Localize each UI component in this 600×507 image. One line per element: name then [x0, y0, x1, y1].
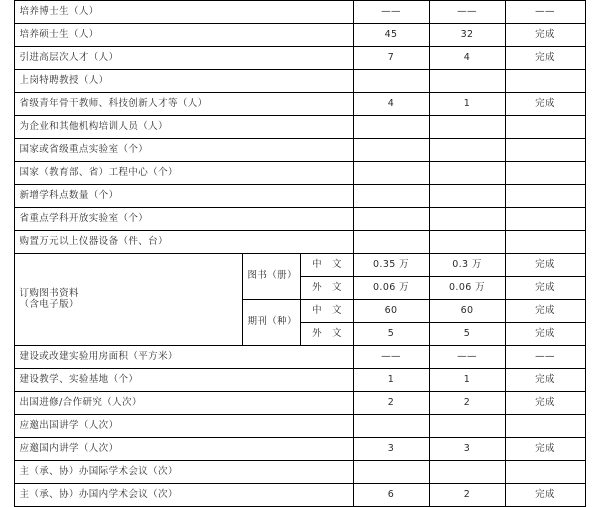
- row-item-label: 省重点学科开放实验室（个）: [15, 208, 353, 231]
- row-plan-value: 7: [353, 47, 429, 70]
- row-plan-value: [353, 70, 429, 93]
- table-row: [15, 392, 585, 415]
- row-actual-value: [429, 461, 505, 484]
- table-row: [15, 415, 585, 438]
- books-language-label: 中 文: [301, 254, 353, 277]
- row-actual-value: [429, 208, 505, 231]
- row-status: 完成: [505, 323, 585, 346]
- row-status: [505, 185, 585, 208]
- table-row: [15, 70, 585, 93]
- row-item-label: 主（承、协）办国际学术会议（次）: [15, 461, 353, 484]
- table-row: [15, 24, 585, 47]
- row-plan-value: 3: [353, 438, 429, 461]
- row-item-label: 为企业和其他机构培训人员（人）: [15, 116, 353, 139]
- table-row: [15, 139, 585, 162]
- row-item-label: 培养博士生（人）: [15, 1, 353, 24]
- row-plan-value: [353, 208, 429, 231]
- row-item-label: 国家（教育部、省）工程中心（个）: [15, 162, 353, 185]
- row-actual-value: [429, 70, 505, 93]
- row-status: [505, 162, 585, 185]
- row-status: 完成: [505, 24, 585, 47]
- row-actual-value: [429, 415, 505, 438]
- row-status: 完成: [505, 254, 585, 277]
- row-item-label: 建设教学、实验基地（个）: [15, 369, 353, 392]
- row-status: [505, 208, 585, 231]
- row-plan-value: [353, 162, 429, 185]
- table-row: [15, 1, 585, 24]
- row-plan-value: [353, 116, 429, 139]
- row-plan-value: 60: [353, 300, 429, 323]
- row-item-label: 主（承、协）办国内学术会议（次）: [15, 484, 353, 507]
- row-status: [505, 139, 585, 162]
- row-status: 完成: [505, 369, 585, 392]
- row-actual-value: 5: [429, 323, 505, 346]
- row-actual-value: [429, 116, 505, 139]
- table-row: [15, 369, 585, 392]
- table-row: [15, 346, 585, 369]
- books-language-label: 中 文: [301, 300, 353, 323]
- row-plan-value: 2: [353, 392, 429, 415]
- books-language-label: 外 文: [301, 277, 353, 300]
- row-item-label: 应邀国内讲学（人次）: [15, 438, 353, 461]
- row-item-label: 培养硕士生（人）: [15, 24, 353, 47]
- row-status: 完成: [505, 93, 585, 116]
- books-language-label: 外 文: [301, 323, 353, 346]
- row-status: [505, 461, 585, 484]
- row-status: [505, 116, 585, 139]
- row-status: [505, 415, 585, 438]
- row-item-label: 国家或省级重点实验室（个）: [15, 139, 353, 162]
- row-actual-value: 1: [429, 369, 505, 392]
- row-plan-value: ——: [353, 1, 429, 24]
- row-actual-value: ——: [429, 1, 505, 24]
- books-item-line1: 订购图书资料: [19, 287, 79, 299]
- row-plan-value: 5: [353, 323, 429, 346]
- table-row: [15, 93, 585, 116]
- row-plan-value: 4: [353, 93, 429, 116]
- row-actual-value: 0.3 万: [429, 254, 505, 277]
- table-row: [15, 231, 585, 254]
- row-status: ——: [505, 346, 585, 369]
- row-plan-value: [353, 461, 429, 484]
- row-actual-value: [429, 162, 505, 185]
- row-actual-value: 2: [429, 392, 505, 415]
- row-item-label: 建设或改建实验用房面积（平方米）: [15, 346, 353, 369]
- table-row: [15, 185, 585, 208]
- books-item-label: [15, 254, 243, 346]
- table-row: [15, 116, 585, 139]
- row-actual-value: 32: [429, 24, 505, 47]
- row-item-label: 省级青年骨干教师、科技创新人才等（人）: [15, 93, 353, 116]
- row-plan-value: 0.35 万: [353, 254, 429, 277]
- row-plan-value: [353, 231, 429, 254]
- row-status: ——: [505, 1, 585, 24]
- table-row-books: [15, 254, 585, 277]
- row-status: 完成: [505, 47, 585, 70]
- row-item-label: 出国进修/合作研究（人次）: [15, 392, 353, 415]
- row-plan-value: 6: [353, 484, 429, 507]
- row-item-label: 新增学科点数量（个）: [15, 185, 353, 208]
- table-row: [15, 461, 585, 484]
- table-row: [15, 47, 585, 70]
- row-actual-value: [429, 139, 505, 162]
- table-row: [15, 438, 585, 461]
- row-item-label: 应邀出国讲学（人次）: [15, 415, 353, 438]
- row-plan-value: [353, 415, 429, 438]
- row-item-label: 引进高层次人才（人）: [15, 47, 353, 70]
- row-plan-value: [353, 185, 429, 208]
- achievement-table: [14, 0, 585, 507]
- row-status: [505, 231, 585, 254]
- row-plan-value: 0.06 万: [353, 277, 429, 300]
- row-status: 完成: [505, 392, 585, 415]
- table-row: [15, 162, 585, 185]
- row-plan-value: 1: [353, 369, 429, 392]
- row-actual-value: ——: [429, 346, 505, 369]
- row-status: 完成: [505, 277, 585, 300]
- row-actual-value: 4: [429, 47, 505, 70]
- row-actual-value: [429, 185, 505, 208]
- books-group-label: 图书（册）: [243, 254, 301, 300]
- row-actual-value: 0.06 万: [429, 277, 505, 300]
- row-plan-value: 45: [353, 24, 429, 47]
- row-item-label: 上岗特聘教授（人）: [15, 70, 353, 93]
- books-group-label: 期刊（种）: [243, 300, 301, 346]
- row-status: 完成: [505, 438, 585, 461]
- row-item-label: 购置万元以上仪器设备（件、台）: [15, 231, 353, 254]
- row-actual-value: 3: [429, 438, 505, 461]
- row-plan-value: ——: [353, 346, 429, 369]
- table-row: [15, 484, 585, 507]
- row-plan-value: [353, 139, 429, 162]
- books-item-line2: （含电子版）: [19, 298, 79, 310]
- row-status: 完成: [505, 300, 585, 323]
- row-status: [505, 70, 585, 93]
- row-actual-value: 60: [429, 300, 505, 323]
- row-actual-value: [429, 231, 505, 254]
- table-row: [15, 208, 585, 231]
- row-actual-value: 1: [429, 93, 505, 116]
- row-actual-value: 2: [429, 484, 505, 507]
- row-status: 完成: [505, 484, 585, 507]
